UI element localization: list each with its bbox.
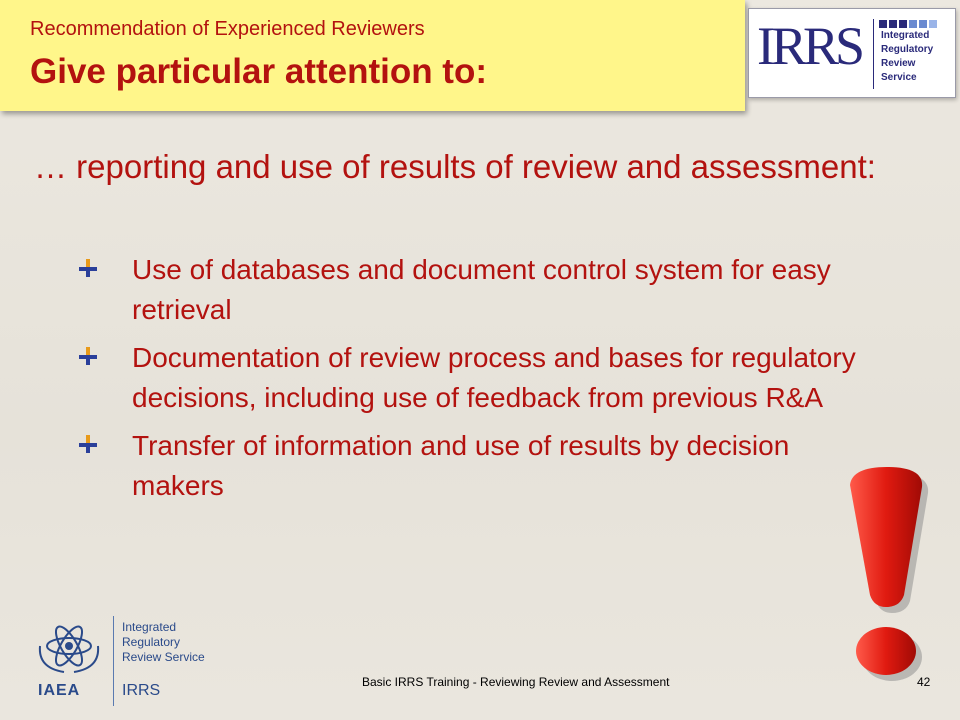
title-subtitle: Recommendation of Experienced Reviewers <box>30 18 425 40</box>
footer-service-line: Regulatory <box>122 635 181 649</box>
iaea-irrs-footer-logo <box>30 612 208 712</box>
logo-divider <box>873 19 874 89</box>
bullet-list <box>72 250 932 514</box>
page-number: 42 <box>917 675 931 689</box>
footer-service-text <box>122 620 205 665</box>
logo-line: Service <box>881 72 917 83</box>
bullet-item <box>72 426 832 506</box>
bullet-arrow-icon <box>78 258 98 278</box>
bullet-arrow-icon <box>78 434 98 454</box>
title-main: Give particular attention to: <box>30 52 487 91</box>
logo-line: Regulatory <box>881 44 934 55</box>
irrs-logo <box>748 8 956 98</box>
footer-service-line: Integrated <box>122 620 177 634</box>
iaea-label: IAEA <box>38 682 81 699</box>
irrs-wordmark: IRRS <box>757 16 862 76</box>
logo-line: Integrated <box>881 30 930 41</box>
logo-text <box>881 29 933 85</box>
bullet-text: Transfer of information and use of results by decision makers <box>132 430 790 501</box>
exclamation-icon <box>842 465 932 685</box>
bullet-arrow-icon <box>78 346 98 366</box>
footer-divider <box>113 616 114 706</box>
footer-caption: Basic IRRS Training - Reviewing Review and Assessment <box>362 675 670 689</box>
bullet-text: Use of databases and document control system for easy retrieval <box>132 254 831 325</box>
footer-service-line: Review Service <box>122 650 205 664</box>
footer-irrs: IRRS <box>122 682 161 699</box>
title-box <box>0 0 745 111</box>
bullet-item <box>72 250 932 330</box>
bullet-item <box>72 338 932 418</box>
iaea-emblem-icon <box>34 616 104 676</box>
bullet-text: Documentation of review process and bases for regulatory decisions, including use of feedback from previous R&A <box>132 342 856 413</box>
logo-line: Review <box>881 58 916 69</box>
intro-text: … reporting and use of results of review and assessment: <box>34 148 876 185</box>
